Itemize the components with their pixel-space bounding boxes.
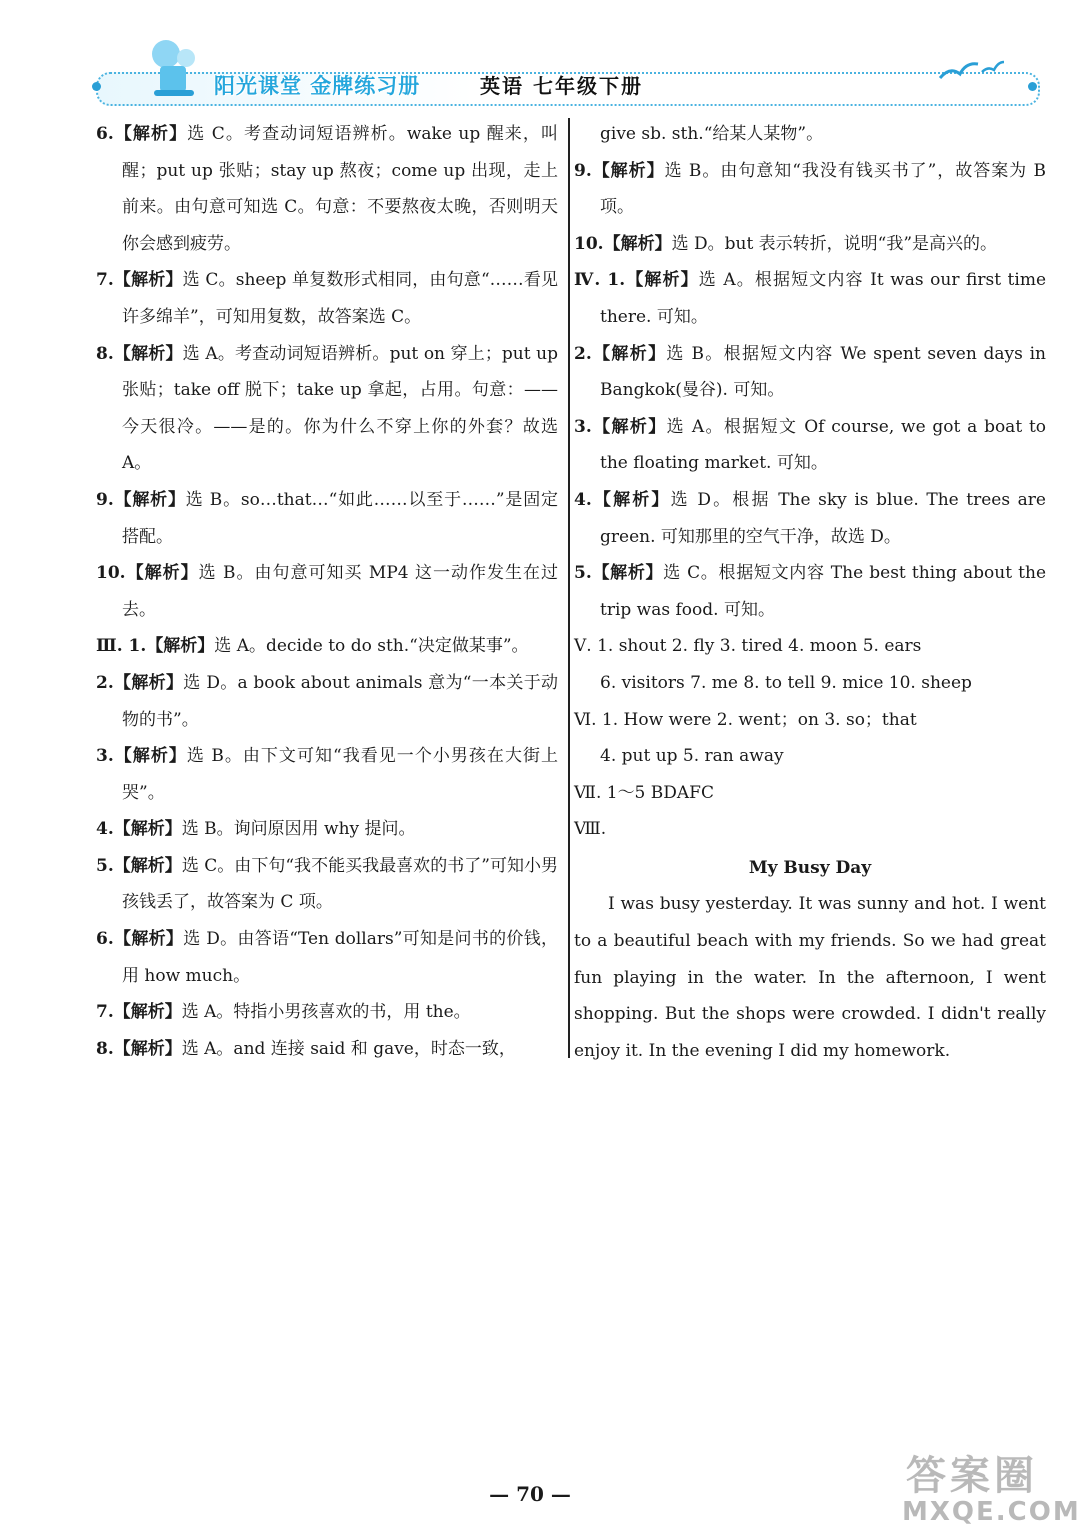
section-5-answers-line2: 6. visitors 7. me 8. to tell 9. mice 10. sheep <box>600 672 972 693</box>
answer-item: 5.【解析】选 C。由下句“我不能买我最喜欢的书了”可知小男孩钱丢了，故答案为 C 项。 <box>96 855 558 913</box>
section-5-answers-line1: Ⅴ. 1. shout 2. fly 3. tired 4. moon 5. ears <box>574 636 922 657</box>
answer-item: 8.【解析】选 A。and 连接 said 和 gave，时态一致， <box>96 1038 516 1059</box>
essay-title: My Busy Day <box>748 857 872 878</box>
answer-item: 8.【解析】选 A。考查动词短语辨析。put on 穿上；put up 张贴；take off 脱下；take up 拿起，占用。句意：——今天很冷。——是的。你为什么不穿上你的外套？故选 A。 <box>96 343 558 474</box>
section-8-label: Ⅷ. <box>574 819 607 840</box>
answer-item: Ⅳ. 1.【解析】选 A。根据短文内容 It was our first time there. 可知。 <box>574 270 1047 327</box>
section-6-answers-line1: Ⅵ. 1. How were 2. went；on 3. so；that <box>574 709 917 730</box>
watermark-cn: 答案圈 <box>906 1453 1038 1499</box>
answer-item: 7.【解析】选 C。sheep 单复数形式相同，由句意“……看见许多绵羊”，可知用复数，故答案选 C。 <box>96 270 559 327</box>
answer-item: 6.【解析】选 C。考查动词短语辨析。wake up 醒来，叫醒；put up 张贴；stay up 熬夜；come up 出现，走上前来。由句意可知选 C。句意：不要熬夜太晚，否则明天你会感到疲劳。 <box>96 124 558 254</box>
essay-body: I was busy yesterday. It was sunny and hot. I went to a beautiful beach with my friends. So we had great fun playing in the water. In the afternoon, I went shopping. But the shops were crowded. I didn't really enjoy it. In the evening I did my homework. <box>574 894 1046 1061</box>
answer-item: 2.【解析】选 D。a book about animals 意为“一本关于动物的书”。 <box>96 672 559 730</box>
watermark-en: MXQE.COM <box>902 1497 1081 1527</box>
answer-item: 5.【解析】选 C。根据短文内容 The best thing about the trip was food. 可知。 <box>574 563 1046 620</box>
section-6-answers-line2: 4. put up 5. ran away <box>600 746 784 767</box>
book-series-title: 阳光课堂 金牌练习册 <box>214 74 421 98</box>
answer-item: 4.【解析】选 B。询问原因用 why 提问。 <box>96 819 416 840</box>
answer-continuation: give sb. sth.“给某人某物”。 <box>600 124 824 144</box>
answer-item: 3.【解析】选 B。由下文可知“我看见一个小男孩在大街上哭”。 <box>96 746 558 803</box>
left-column <box>96 116 558 1067</box>
answer-item: 10.【解析】选 B。由句意可知买 MP4 这一动作发生在过去。 <box>96 563 558 620</box>
answer-item: 4.【解析】选 D。根据 The sky is blue. The trees are green. 可知那里的空气干净，故选 D。 <box>574 489 1046 547</box>
banner-dot-left <box>92 82 101 91</box>
answer-item: 9.【解析】选 B。由句意知“我没有钱买书了”，故答案为 B 项。 <box>574 160 1046 218</box>
birds-icon <box>936 52 1006 92</box>
right-column <box>574 116 1046 1069</box>
mascot-icon <box>146 36 200 98</box>
answer-item: Ⅲ. 1.【解析】选 A。decide to do sth.“决定做某事”。 <box>96 636 529 657</box>
answer-item: 9.【解析】选 B。so…that…“如此……以至于……”是固定搭配。 <box>96 489 558 547</box>
page-number: — 70 — <box>489 1482 571 1506</box>
section-7-answers: Ⅶ. 1～5 BDAFC <box>574 782 714 803</box>
answer-item: 6.【解析】选 D。由答语“Ten dollars”可知是问书的价钱，用 how much。 <box>96 929 559 986</box>
subject-grade: 英语 七年级下册 <box>480 74 643 98</box>
answer-item: 2.【解析】选 B。根据短文内容 We spent seven days in Bangkok(曼谷). 可知。 <box>574 343 1047 401</box>
watermark-logo <box>902 1453 1081 1527</box>
column-divider <box>568 118 570 1058</box>
answer-item: 10.【解析】选 D。but 表示转折，说明“我”是高兴的。 <box>574 233 998 254</box>
banner-dot-right <box>1028 82 1037 91</box>
page-header <box>96 30 1046 110</box>
answer-item: 3.【解析】选 A。根据短文 Of course, we got a boat to the floating market. 可知。 <box>574 416 1047 474</box>
answer-item: 7.【解析】选 A。特指小男孩喜欢的书，用 the。 <box>96 1002 471 1023</box>
